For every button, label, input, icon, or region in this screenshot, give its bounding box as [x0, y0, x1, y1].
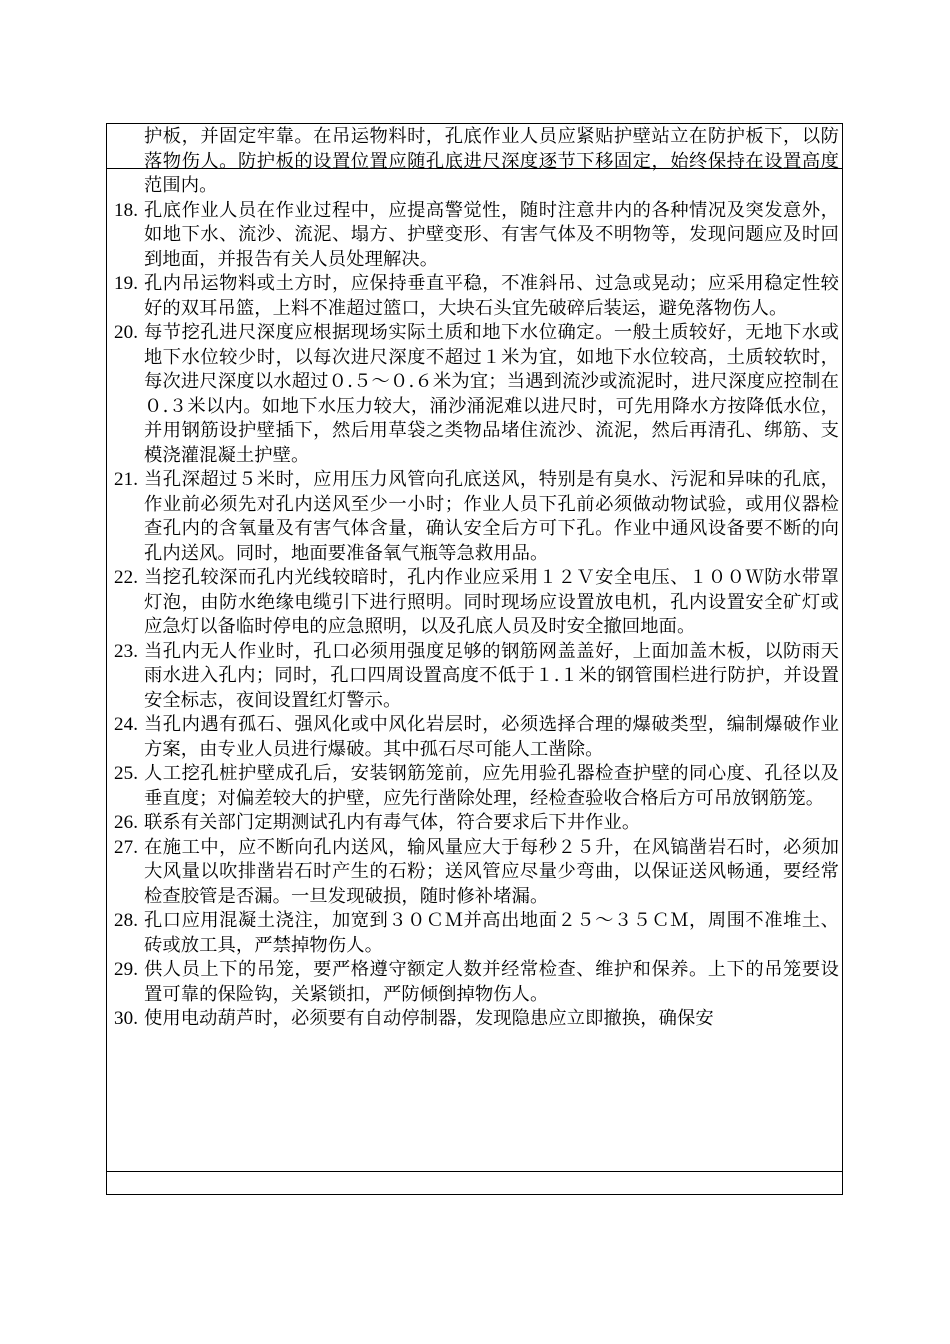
list-item [107, 811, 842, 836]
list-item [107, 909, 842, 958]
list-item [107, 958, 842, 1007]
item-text: 当孔深超过５米时，应用压力风管向孔底送风，特别是有臭水、污泥和异味的孔底，作业前必须先对孔内送风至少一小时；作业人员下孔前必须做动物试验，或用仪器检查孔内的含氧量及有害气体含量，确认安全后方可下孔。作业中通风设备要不断的向孔内送风。同时，地面要准备氧气瓶等急救用品。 [144, 469, 839, 564]
item-number: 20. [114, 322, 139, 343]
item-text: 使用电动葫芦时，必须要有自动停制器，发现隐患应立即撤换，确保安 [144, 1008, 714, 1029]
item-number: 23. [114, 640, 139, 662]
item-number: 19. [114, 273, 139, 294]
list-item [107, 836, 842, 910]
item-text: 孔内吊运物料或土方时，应保持垂直平稳，不准斜吊、过急或晃动；应采用稳定性较好的双耳吊篮，上料不准超过篮口，大块石头宜先破碎后装运，避免落物伤人。 [144, 273, 839, 319]
list-item [107, 1007, 842, 1032]
item-number: 28. [114, 910, 139, 931]
item-text: 人工挖孔桩护壁成孔后，安装钢筋笼前，应先用验孔器检查护壁的同心度、孔径以及垂直度；对偏差较大的护壁，应先行凿除处理，经检查验收合格后方可吊放钢筋笼。 [144, 763, 839, 809]
continuation-paragraph [107, 124, 842, 199]
item-text: 供人员上下的吊笼，要严格遵守额定人数并经常检查、维护和保养。上下的吊笼要设置可靠的保险钩，关紧锁扣，严防倾倒掉物伤人。 [144, 959, 839, 1005]
item-number: 22. [114, 567, 139, 588]
item-number: 30. [114, 1008, 139, 1029]
item-text: 每节挖孔进尺深度应根据现场实际土质和地下水位确定。一般土质较好，无地下水或地下水位较少时，以每次进尺深度不超过１米为宜，如地下水位较高，土质较软时，每次进尺深度以水超过０.５～０.６米为宜；当遇到流沙或流泥时，进尺深度应控制在０.３米以内。如地下水压力较大，涌沙涌泥难以进尺时，可先用降水方按降低水位，并用钢筋设护壁插下，然后用草袋之类物品堵住流沙、流泥，然后再清孔、绑筋、支模浇灌混凝土护壁。 [144, 322, 839, 466]
list-item [107, 762, 842, 811]
item-number: 18. [114, 199, 139, 221]
list-item [107, 199, 842, 273]
document-frame [106, 123, 843, 1195]
safety-rules-list [107, 124, 842, 1032]
item-text: 当挖孔较深而孔内光线较暗时，孔内作业应采用１２Ｖ安全电压、１００Ｗ防水带罩灯泡，由防水绝缘电缆引下进行照明。同时现场应设置放电机，孔内设置安全矿灯或应急灯以备临时停电的应急照明，以及孔底人员及时安全撤回地面。 [144, 567, 839, 637]
item-number: 27. [114, 836, 139, 858]
paragraph-text: 护板，并固定牢靠。在吊运物料时，孔底作业人员应紧贴护壁站立在防护板下，以防落物伤人。防护板的设置位置应随孔底进尺深度逐节下移固定，始终保持在设置高度范围内。 [144, 126, 839, 196]
item-text: 当孔内无人作业时，孔口必须用强度足够的钢筋网盖盖好，上面加盖木板，以防雨天雨水进入孔内；同时，孔口四周设置高度不低于１.１米的钢管围栏进行防护，并设置安全标志，夜间设置红灯警示。 [144, 640, 839, 711]
item-text: 孔口应用混凝土浇注，加宽到３０ＣＭ并高出地面２５～３５ＣＭ，周围不准堆土、砖或放工具，严禁掉物伤人。 [144, 910, 839, 956]
list-item [107, 468, 842, 566]
list-item [107, 713, 842, 762]
table-row-divider [107, 1171, 842, 1172]
list-item [107, 640, 842, 714]
item-number: 21. [114, 469, 139, 490]
item-number: 29. [114, 959, 139, 980]
item-text: 联系有关部门定期测试孔内有毒气体，符合要求后下井作业。 [144, 812, 641, 833]
item-text: 当孔内遇有孤石、强风化或中风化岩层时，必须选择合理的爆破类型，编制爆破作业方案，由专业人员进行爆破。其中孤石尽可能人工凿除。 [144, 714, 839, 760]
item-number: 25. [114, 763, 139, 784]
list-item [107, 272, 842, 321]
item-number: 26. [114, 812, 139, 833]
item-number: 24. [114, 714, 139, 735]
item-text: 孔底作业人员在作业过程中，应提高警觉性，随时注意井内的各种情况及突发意外，如地下水、流沙、流泥、塌方、护壁变形、有害气体及不明物等，发现问题应及时回到地面，并报告有关人员处理解决。 [144, 199, 839, 270]
list-item [107, 566, 842, 640]
item-text: 在施工中，应不断向孔内送风，输风量应大于每秒２５升，在风镐凿岩石时，必须加大风量以吹排凿岩石时产生的石粉；送风管应尽量少弯曲，以保证送风畅通，要经常检查胶管是否漏。一旦发现破损，随时修补堵漏。 [144, 836, 839, 907]
list-item [107, 321, 842, 468]
